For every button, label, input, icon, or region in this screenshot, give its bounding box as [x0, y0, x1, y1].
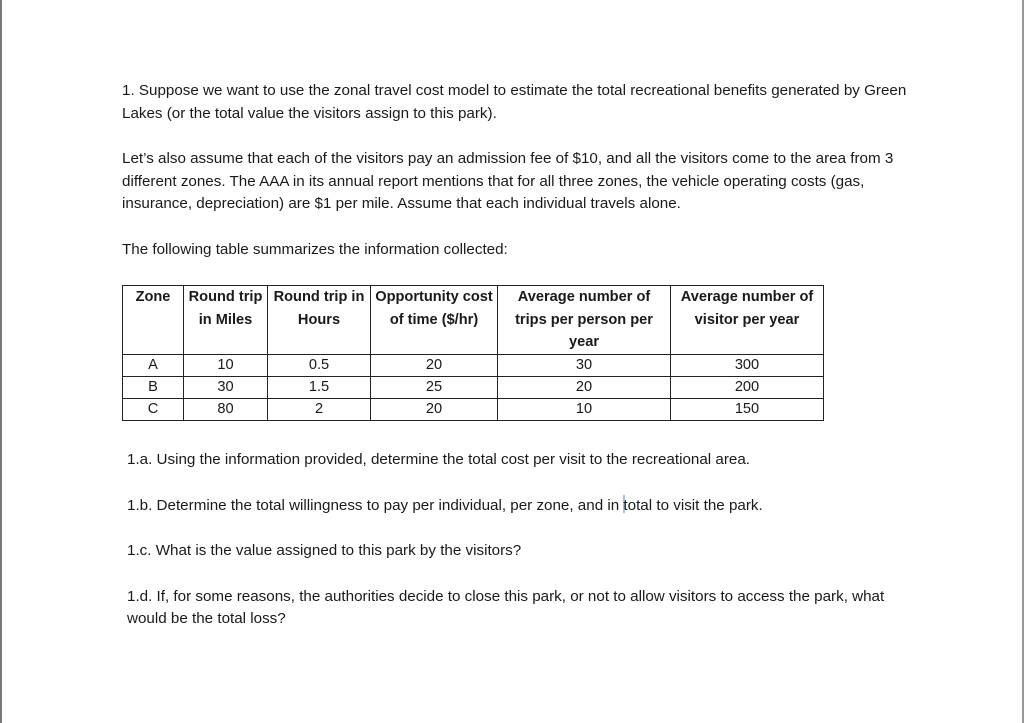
document-body: [122, 80, 922, 261]
questions-section: [127, 449, 907, 631]
table-cell: 80: [184, 398, 268, 420]
table-cell: 20: [498, 376, 671, 398]
intro-paragraph-3: The following table summarizes the information collected:: [122, 240, 508, 258]
intro-paragraph-1: 1. Suppose we want to use the zonal travel cost model to estimate the total recreational benefits generated by Green Lakes (or the total value the visitors assign to this park).: [122, 82, 907, 122]
table-cell: 300: [671, 354, 824, 376]
table-cell: C: [123, 398, 184, 420]
table-cell: 30: [184, 376, 268, 398]
question-1a: 1.a. Using the information provided, determine the total cost per visit to the recreational area.: [127, 451, 751, 468]
header-zone: Zone: [123, 286, 184, 355]
intro-paragraph-2: Let’s also assume that each of the visitors pay an admission fee of $10, and all the visitors come to the area from 3 different zones. The AAA in its annual report mentions that for all three zones, the vehicle operating costs (gas, insurance, depreciation) are $1 per mile. Assume that each individual travels alone.: [122, 150, 894, 212]
table-cell: 10: [184, 354, 268, 376]
header-avg-trips: Average number of trips per person per year: [498, 286, 671, 355]
table-cell: 20: [371, 398, 498, 420]
table-row: [123, 376, 824, 398]
page-left-border: [0, 0, 2, 723]
table-cell: 150: [671, 398, 824, 420]
question-1d: 1.d. If, for some reasons, the authorities decide to close this park, or not to allow visitors to access the park, what would be the total loss?: [127, 587, 885, 627]
table-cell: 2: [268, 398, 371, 420]
header-round-trip-hours: Round trip in Hours: [268, 286, 371, 355]
table-cell: 20: [371, 354, 498, 376]
table-cell: A: [123, 354, 184, 376]
table-cell: 10: [498, 398, 671, 420]
header-avg-visitors: Average number of visitor per year: [671, 286, 824, 355]
question-1b-text-end: total to visit the park.: [623, 496, 763, 514]
question-1c: 1.c. What is the value assigned to this park by the visitors?: [127, 542, 522, 559]
header-opportunity-cost: Opportunity cost of time ($/hr): [371, 286, 498, 355]
question-1b[interactable]: [127, 495, 907, 518]
table-cell: 200: [671, 376, 824, 398]
table-header-row: [123, 286, 824, 355]
table-cell: 25: [371, 376, 498, 398]
table-row: [123, 398, 824, 420]
table-cell: 30: [498, 354, 671, 376]
question-1b-text-start: 1.b. Determine the total willingness to pay per individual, per zone, and in: [127, 496, 624, 514]
table-cell: 0.5: [268, 354, 371, 376]
table-cell: B: [123, 376, 184, 398]
table-cell: 1.5: [268, 376, 371, 398]
table-row: [123, 354, 824, 376]
header-round-trip-miles: Round trip in Miles: [184, 286, 268, 355]
travel-cost-table: [122, 285, 824, 421]
